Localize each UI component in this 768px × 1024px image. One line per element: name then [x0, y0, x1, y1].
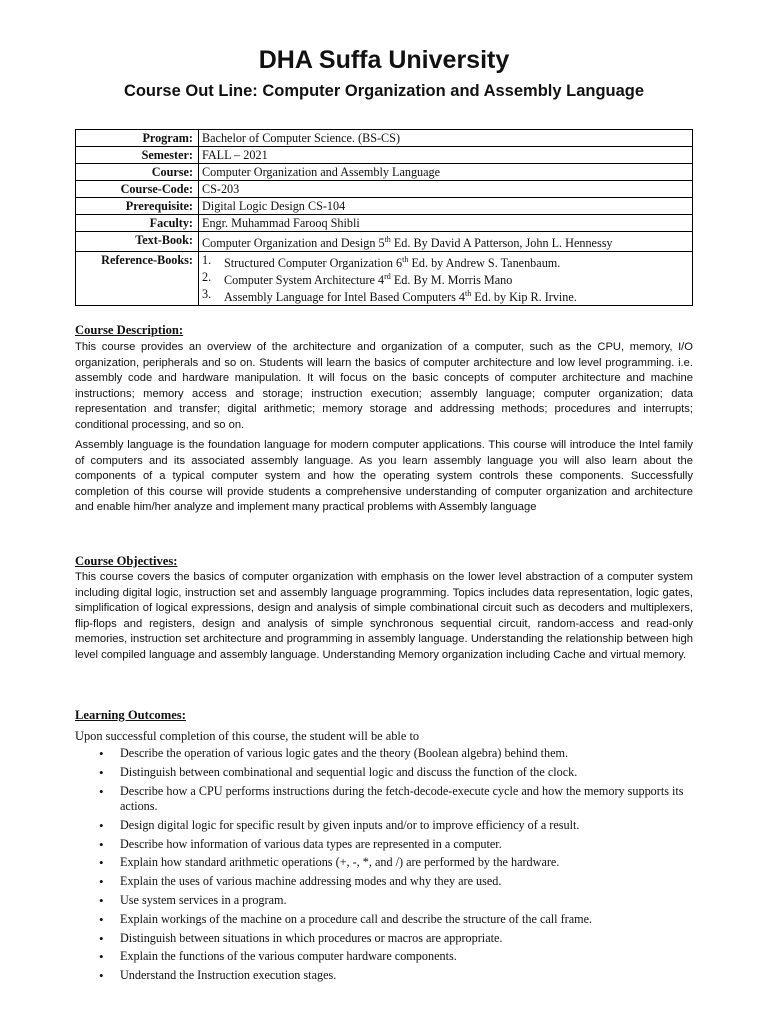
- course-value: Computer Organization and Assembly Language: [199, 164, 693, 181]
- bullet-icon: •: [99, 764, 104, 780]
- learning-outcomes-list: [75, 746, 693, 987]
- bullet-icon: •: [99, 836, 104, 852]
- bullet-icon: •: [99, 893, 104, 909]
- list-item: • Design digital logic for specific result by given inputs and/or to improve efficiency of a result.: [99, 817, 580, 833]
- semester-label: Semester:: [76, 147, 199, 164]
- bullet-icon: •: [99, 746, 104, 761]
- bullet-icon: •: [99, 817, 104, 833]
- course-info-table: [75, 129, 693, 306]
- course-description-paragraph-1: This course provides an overview of the architecture and organization of a computer, such as the CPU, memory, I/O organization, peripherals and so on. Students will learn the basics of computer architecture and low level programming. i.e. assembly code and hardware manipulation. It will focus on the basic concepts of computer architecture and machine instructions; memory access and storage; instruction execution; assembly language; computer organization; data representation and transfer; digital arithmetic; memory storage and addressing methods; procedures and interrupts; conditional processing, and so on.: [75, 341, 693, 431]
- university-title: DHA Suffa University: [258, 46, 510, 74]
- faculty-value: Engr. Muhammad Farooq Shibli: [199, 215, 693, 232]
- course-description-paragraph-2: Assembly language is the foundation language for modern computer applications. This course will introduce the Intel family of computers and its associated assembly language. As you learn assembly language you will also learn about the components of a typical computer system and how the operating system controls these components. Successfully completion of this course will provide students a comprehensive understanding of computer organization and architecture and enable him/her analyze and implement many practical problems with Assembly language: [75, 439, 693, 513]
- list-item: • Distinguish between situations in which procedures or macros are appropriate.: [99, 930, 503, 946]
- course-outline-title: Course Out Line: Computer Organization and Assembly Language: [123, 82, 645, 100]
- list-item: • Explain how standard arithmetic operations (+, -, *, and /) are performed by the hardware.: [99, 855, 560, 871]
- list-item: • Distinguish between combinational and sequential logic and discuss the function of the clock.: [99, 764, 578, 780]
- list-item: • Explain workings of the machine on a procedure call and describe the structure of the call frame.: [99, 911, 593, 927]
- list-item: • Use system services in a program.: [99, 893, 287, 909]
- course-objectives-paragraph: This course covers the basics of computer organization with emphasis on the lower level abstraction of a computer system including digital logic, instruction set and assembly language programming. Topics includes data representation, logic gates, simplification of logical expressions, design and analysis of simple combinational circuit such as decoders and multiplexers, flip-flops and registers, design and analysis of simple synchronous sequential circuit, random-access and read-only memories, instruction set architecture and programming in assembly language. Understanding the relationship between high level compiled language and assembly language. Understanding Memory organization including Cache and virtual memory.: [75, 571, 693, 661]
- table-row: [76, 181, 693, 198]
- list-item: • Describe how a CPU performs instructions during the fetch-decode-execute cycle and how the memory supports its actions.: [99, 783, 684, 814]
- list-item: • Describe the operation of various logic gates and the theory (Boolean algebra) behind them.: [99, 746, 569, 761]
- bullet-icon: •: [99, 783, 104, 799]
- table-row: [76, 147, 693, 164]
- list-item: • Explain the functions of the various computer hardware components.: [99, 949, 457, 965]
- learning-outcomes-heading: Learning Outcomes:: [75, 708, 186, 722]
- course-objectives-heading: Course Objectives:: [75, 554, 178, 568]
- list-item: 1. Structured Computer Organization 6th Ed. by Andrew S. Tanenbaum.: [202, 253, 561, 271]
- prerequisite-label: Prerequisite:: [76, 198, 199, 215]
- faculty-label: Faculty:: [76, 215, 199, 232]
- learning-outcomes-intro: Upon successful completion of this course, the student will be able to: [75, 729, 420, 743]
- table-row: [76, 252, 693, 306]
- program-value: Bachelor of Computer Science. (BS-CS): [199, 130, 693, 147]
- bullet-icon: •: [99, 855, 104, 871]
- table-row: [76, 215, 693, 232]
- table-row: [76, 130, 693, 147]
- program-label: Program:: [76, 130, 199, 147]
- course-label: Course:: [76, 164, 199, 181]
- reference-books-list: [199, 252, 693, 306]
- list-item: • Explain the uses of various machine addressing modes and why they are used.: [99, 874, 502, 890]
- list-item: • Describe how information of various data types are represented in a computer.: [99, 836, 502, 852]
- list-item: 3. Assembly Language for Intel Based Computers 4th Ed. by Kip R. Irvine.: [202, 287, 577, 305]
- prerequisite-value: Digital Logic Design CS-104: [199, 198, 693, 215]
- bullet-icon: •: [99, 949, 104, 965]
- bullet-icon: •: [99, 968, 104, 984]
- table-row: [76, 164, 693, 181]
- table-row: [76, 198, 693, 215]
- course-code-label: Course-Code:: [76, 181, 199, 198]
- list-item: 2. Computer System Architecture 4rd Ed. By M. Morris Mano: [202, 270, 513, 288]
- table-row: [76, 232, 693, 252]
- bullet-icon: •: [99, 930, 104, 946]
- reference-books-label: Reference-Books:: [76, 252, 199, 306]
- textbook-value: Computer Organization and Design 5th Ed. By David A Patterson, John L. Hennessy: [199, 232, 693, 252]
- textbook-label: Text-Book:: [76, 232, 199, 252]
- bullet-icon: •: [99, 911, 104, 927]
- course-description-heading: Course Description:: [75, 323, 184, 337]
- course-code-value: CS-203: [199, 181, 693, 198]
- list-item: • Understand the Instruction execution stages.: [99, 968, 337, 984]
- bullet-icon: •: [99, 874, 104, 890]
- semester-value: FALL – 2021: [199, 147, 693, 164]
